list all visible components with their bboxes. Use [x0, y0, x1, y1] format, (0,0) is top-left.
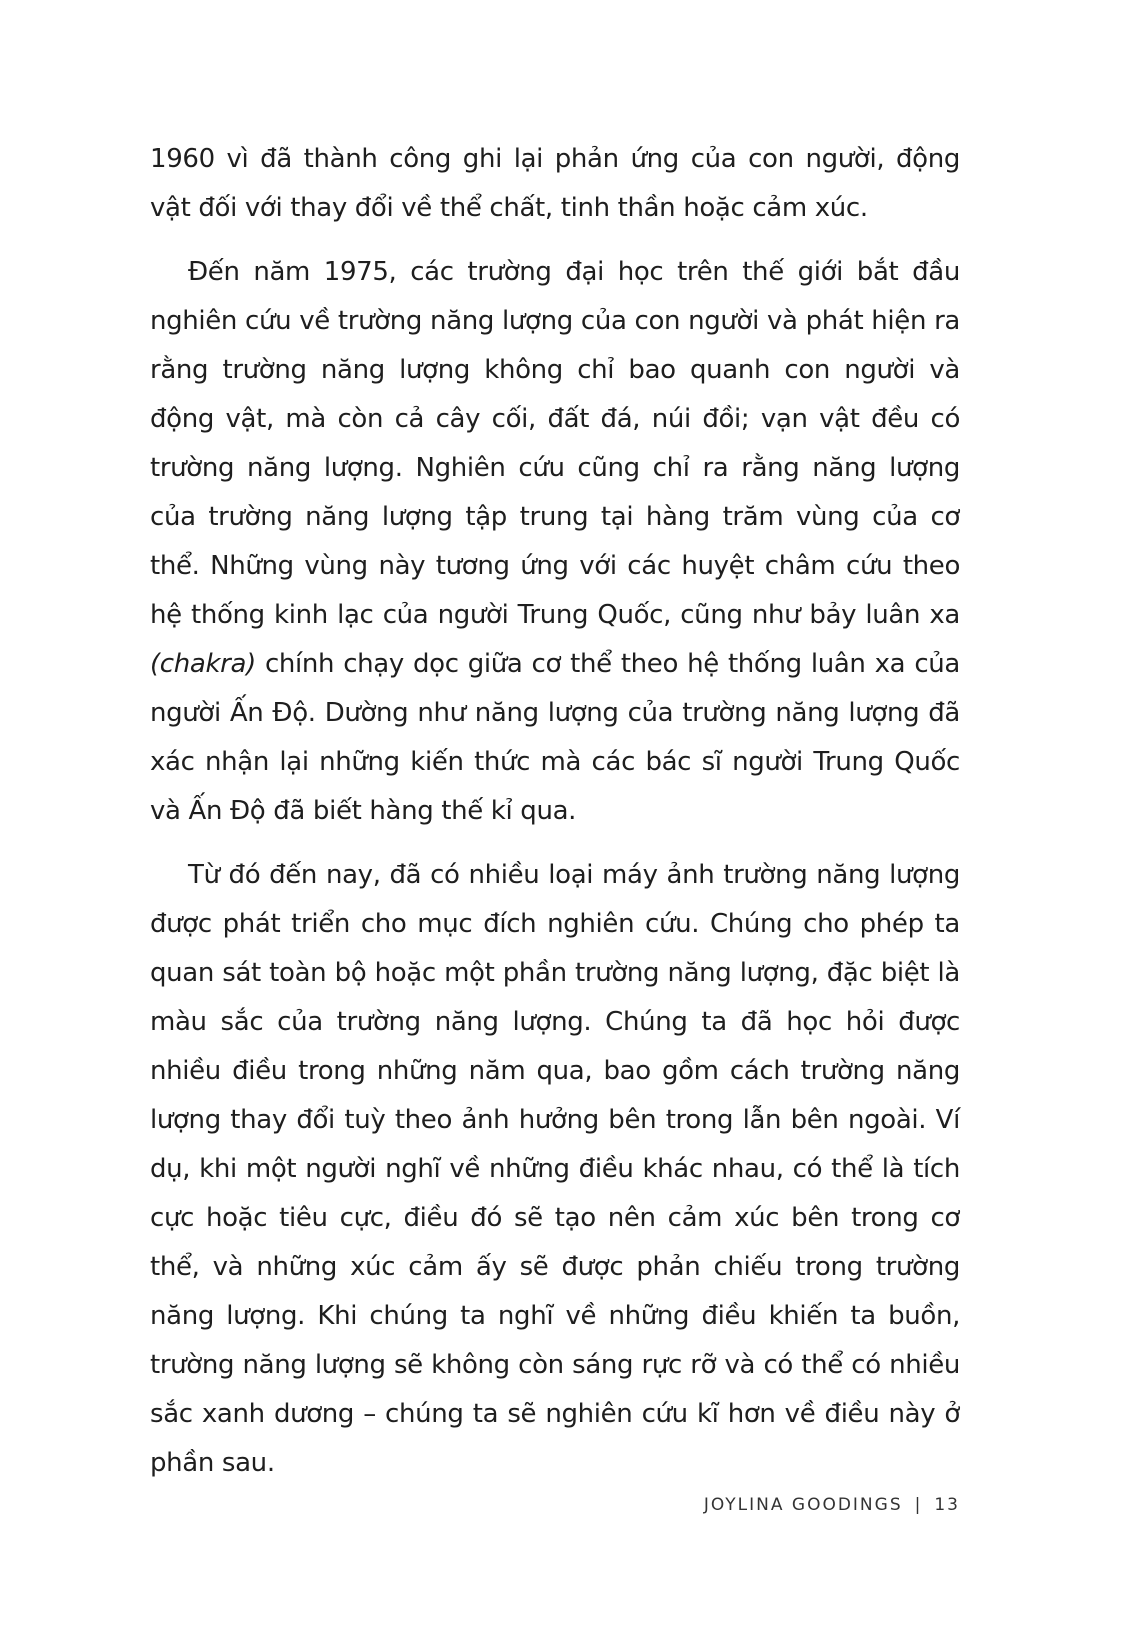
- paragraph-1: [150, 135, 960, 233]
- paragraph-3: [150, 851, 960, 1488]
- paragraph-2-text-start: Đến năm 1975, các trường đại học trên thế giới bắt đầu nghiên cứu về trường năng lượng của con người và phát hiện ra rằng trường năng lượng không chỉ bao quanh con người và động vật, mà còn cả cây cối, đất đá, núi đồi; vạn vật đều có trường năng lượng. Nghiên cứu cũng chỉ ra rằng năng lượng của trường năng lượng tập trung tại hàng trăm vùng của cơ thể. Những vùng này tương ứng với các huyệt châm cứu theo hệ thống kinh lạc của người Trung Quốc, cũng như bảy luân xa: [150, 257, 960, 630]
- page-footer: [704, 1495, 960, 1515]
- chakra-term: (chakra): [150, 649, 256, 679]
- paragraph-2: [150, 248, 960, 836]
- paragraph-1-text: 1960 vì đã thành công ghi lại phản ứng của con người, động vật đối với thay đổi về thể chất, tinh thần hoặc cảm xúc.: [150, 144, 960, 223]
- paragraph-2-text-end: chính chạy dọc giữa cơ thể theo hệ thống luân xa của người Ấn Độ. Dường như năng lượng của trường năng lượng đã xác nhận lại những kiến thức mà các bác sĩ người Trung Quốc và Ấn Độ đã biết hàng thế kỉ qua.: [150, 649, 960, 826]
- footer-separator: |: [914, 1495, 923, 1515]
- paragraph-3-text: Từ đó đến nay, đã có nhiều loại máy ảnh trường năng lượng được phát triển cho mục đích nghiên cứu. Chúng cho phép ta quan sát toàn bộ hoặc một phần trường năng lượng, đặc biệt là màu sắc của trường năng lượng. Chúng ta đã học hỏi được nhiều điều trong những năm qua, bao gồm cách trường năng lượng thay đổi tuỳ theo ảnh hưởng bên trong lẫn bên ngoài. Ví dụ, khi một người nghĩ về những điều khác nhau, có thể là tích cực hoặc tiêu cực, điều đó sẽ tạo nên cảm xúc bên trong cơ thể, và những xúc cảm ấy sẽ được phản chiếu trong trường năng lượng. Khi chúng ta nghĩ về những điều khiến ta buồn, trường năng lượng sẽ không còn sáng rực rỡ và có thể có nhiều sắc xanh dương – chúng ta sẽ nghiên cứu kĩ hơn về điều này ở phần sau.: [150, 860, 960, 1478]
- body-text: [150, 135, 960, 1488]
- page-number: 13: [934, 1495, 960, 1515]
- author-name: JOYLINA GOODINGS: [703, 1495, 903, 1515]
